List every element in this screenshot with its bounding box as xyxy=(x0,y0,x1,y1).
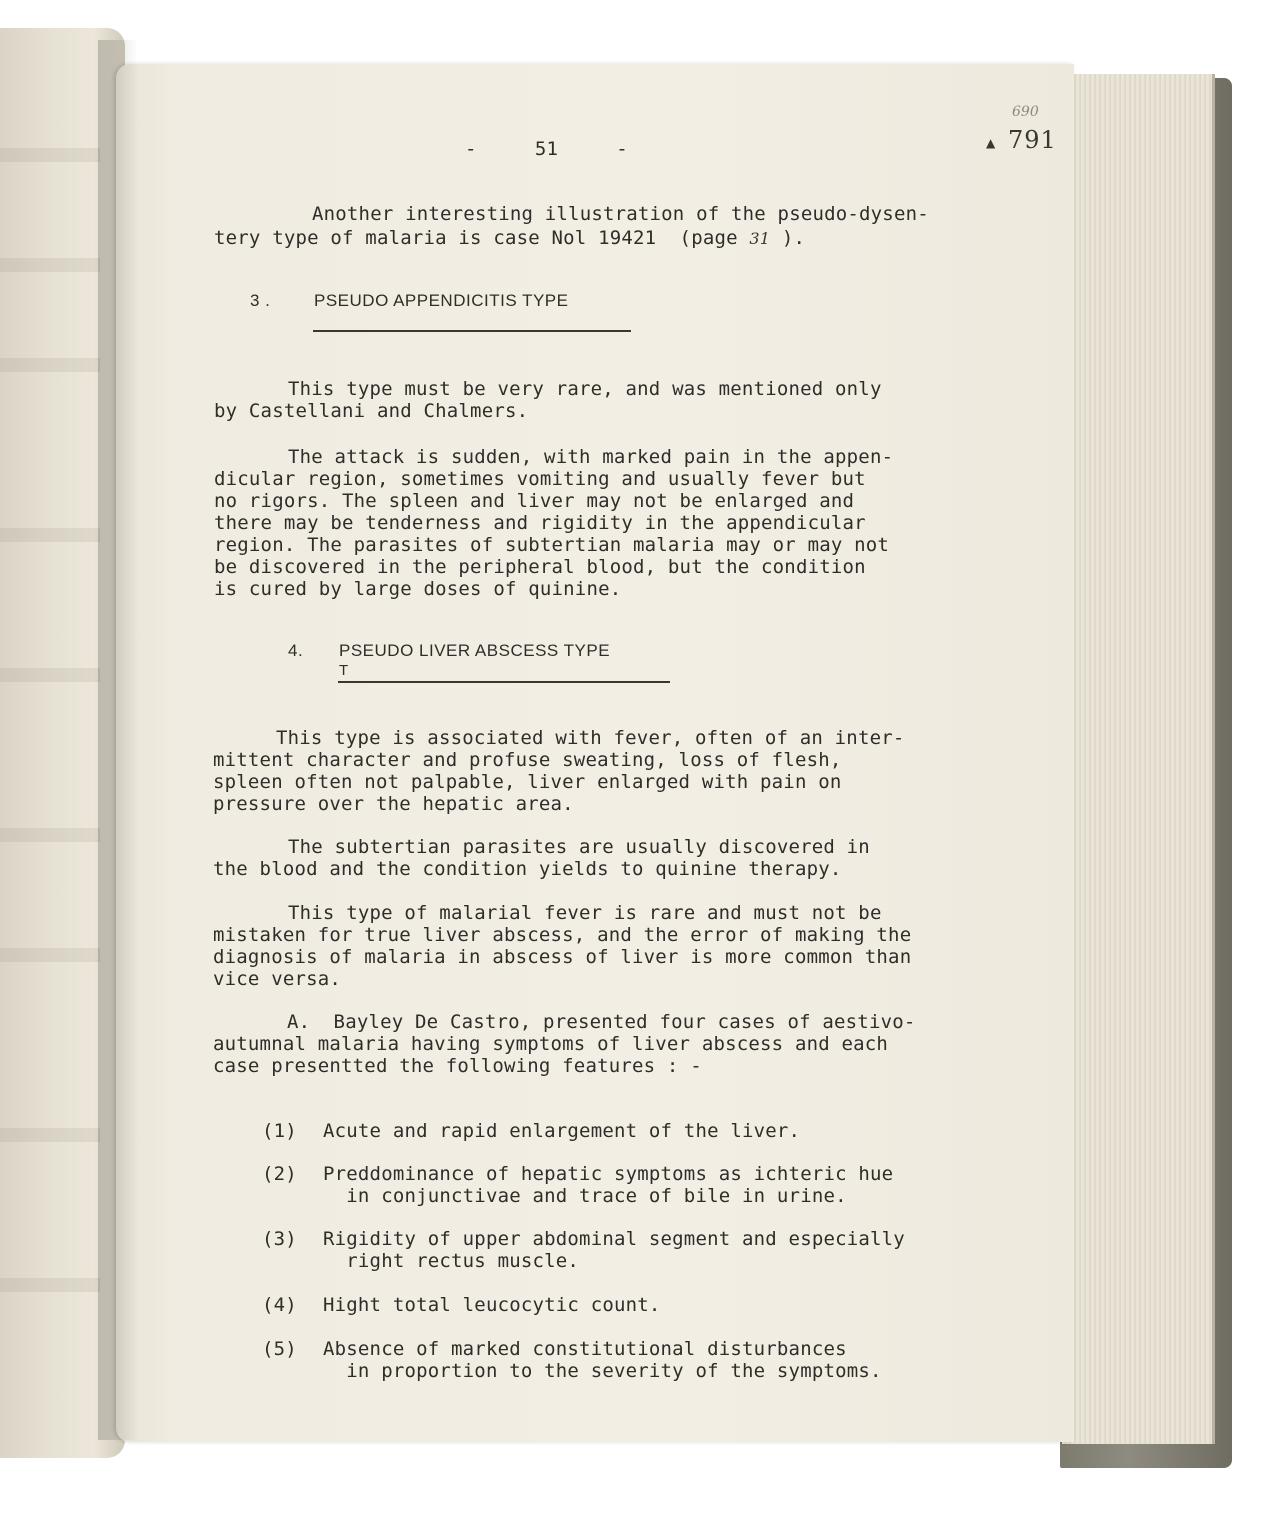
bleed-through-line xyxy=(0,528,100,542)
gutter-shadow xyxy=(98,40,138,1440)
stamped-folio-number: 791 xyxy=(1008,126,1057,154)
paragraph-line: The subtertian parasites are usually discovered in xyxy=(288,836,870,858)
bleed-through-line xyxy=(0,1278,100,1292)
feature-line: Hight total leucocytic count. xyxy=(323,1294,661,1316)
handwritten-page-ref: 31 xyxy=(749,229,771,248)
feature-number: (1) xyxy=(262,1120,297,1142)
intro-line-end: ). xyxy=(781,227,806,249)
intro-line-text: tery type of malaria is case Nol 19421 (page xyxy=(214,227,738,249)
stamp-mark: ▲ xyxy=(986,136,996,150)
bleed-through-line xyxy=(0,668,100,682)
bleed-through-line xyxy=(0,148,100,162)
paragraph-line: no rigors. The spleen and liver may not be enlarged and xyxy=(214,490,855,512)
section-3-title: PSEUDO APPENDICITIS TYPE xyxy=(314,291,569,310)
section-4-title: PSEUDO LIVER ABSCESS TYPE xyxy=(339,641,611,660)
feature-line: in conjunctivae and trace of bile in urine. xyxy=(323,1185,847,1207)
paragraph-line: dicular region, sometimes vomiting and usually fever but xyxy=(214,468,866,490)
paragraph-line: pressure over the hepatic area. xyxy=(213,793,574,815)
paragraph-line: spleen often not palpable, liver enlarged with pain on xyxy=(213,771,842,793)
feature-number: (5) xyxy=(262,1338,297,1360)
section-4-number: 4. xyxy=(288,641,304,660)
pencil-page-number: 690 xyxy=(1012,104,1039,120)
bleed-through-line xyxy=(0,358,100,372)
intro-line: Another interesting illustration of the pseudo-dysen- xyxy=(312,203,929,225)
feature-number: (2) xyxy=(262,1163,297,1185)
paragraph-line: be discovered in the peripheral blood, but the condition xyxy=(214,556,866,578)
feature-line: Absence of marked constitutional disturbances xyxy=(323,1338,847,1360)
section-3-underline xyxy=(313,330,631,332)
bleed-through-line xyxy=(0,1128,100,1142)
paragraph-line: region. The parasites of subtertian malaria may or may not xyxy=(214,534,890,556)
paragraph-line: The attack is sudden, with marked pain in the appen- xyxy=(288,446,894,468)
paragraph-line: vice versa. xyxy=(213,968,342,990)
paragraph-line: autumnal malaria having symptoms of liver abscess and each xyxy=(213,1033,889,1055)
page-block-edge xyxy=(1062,74,1215,1444)
paragraph-line: is cured by large doses of quinine. xyxy=(214,578,622,600)
paragraph-line: A. Bayley De Castro, presented four cases of aestivo- xyxy=(287,1011,916,1033)
paragraph-line: case presentted the following features : - xyxy=(213,1055,702,1077)
intro-line xyxy=(214,227,805,250)
paragraph-line: This type is associated with fever, often of an inter- xyxy=(276,727,905,749)
feature-line: right rectus muscle. xyxy=(323,1250,580,1272)
paragraph-line: the blood and the condition yields to quinine therapy. xyxy=(213,858,842,880)
section-4-underline xyxy=(338,681,670,683)
bleed-through-line xyxy=(0,948,100,962)
bleed-through-line xyxy=(0,258,100,272)
paragraph-line: there may be tenderness and rigidity in the appendicular xyxy=(214,512,866,534)
feature-line: in proportion to the severity of the symptoms. xyxy=(323,1360,882,1382)
section-4-title-mark: T xyxy=(339,662,349,679)
feature-line: Preddominance of hepatic symptoms as ichteric hue xyxy=(323,1163,894,1185)
paragraph-line: mittent character and profuse sweating, loss of flesh, xyxy=(213,749,842,771)
page-number: - 51 - xyxy=(465,138,628,160)
paragraph-line: This type of malarial fever is rare and must not be xyxy=(288,902,882,924)
feature-number: (3) xyxy=(262,1228,297,1250)
paragraph-line: diagnosis of malaria in abscess of liver is more common than xyxy=(213,946,912,968)
paragraph-line: This type must be very rare, and was mentioned only xyxy=(288,378,882,400)
bleed-through-line xyxy=(0,828,100,842)
paragraph-line: by Castellani and Chalmers. xyxy=(214,400,529,422)
feature-number: (4) xyxy=(262,1294,297,1316)
paragraph-line: mistaken for true liver abscess, and the error of making the xyxy=(213,924,912,946)
feature-line: Acute and rapid enlargement of the liver. xyxy=(323,1120,801,1142)
section-3-number: 3 . xyxy=(250,291,271,310)
feature-line: Rigidity of upper abdominal segment and especially xyxy=(323,1228,905,1250)
